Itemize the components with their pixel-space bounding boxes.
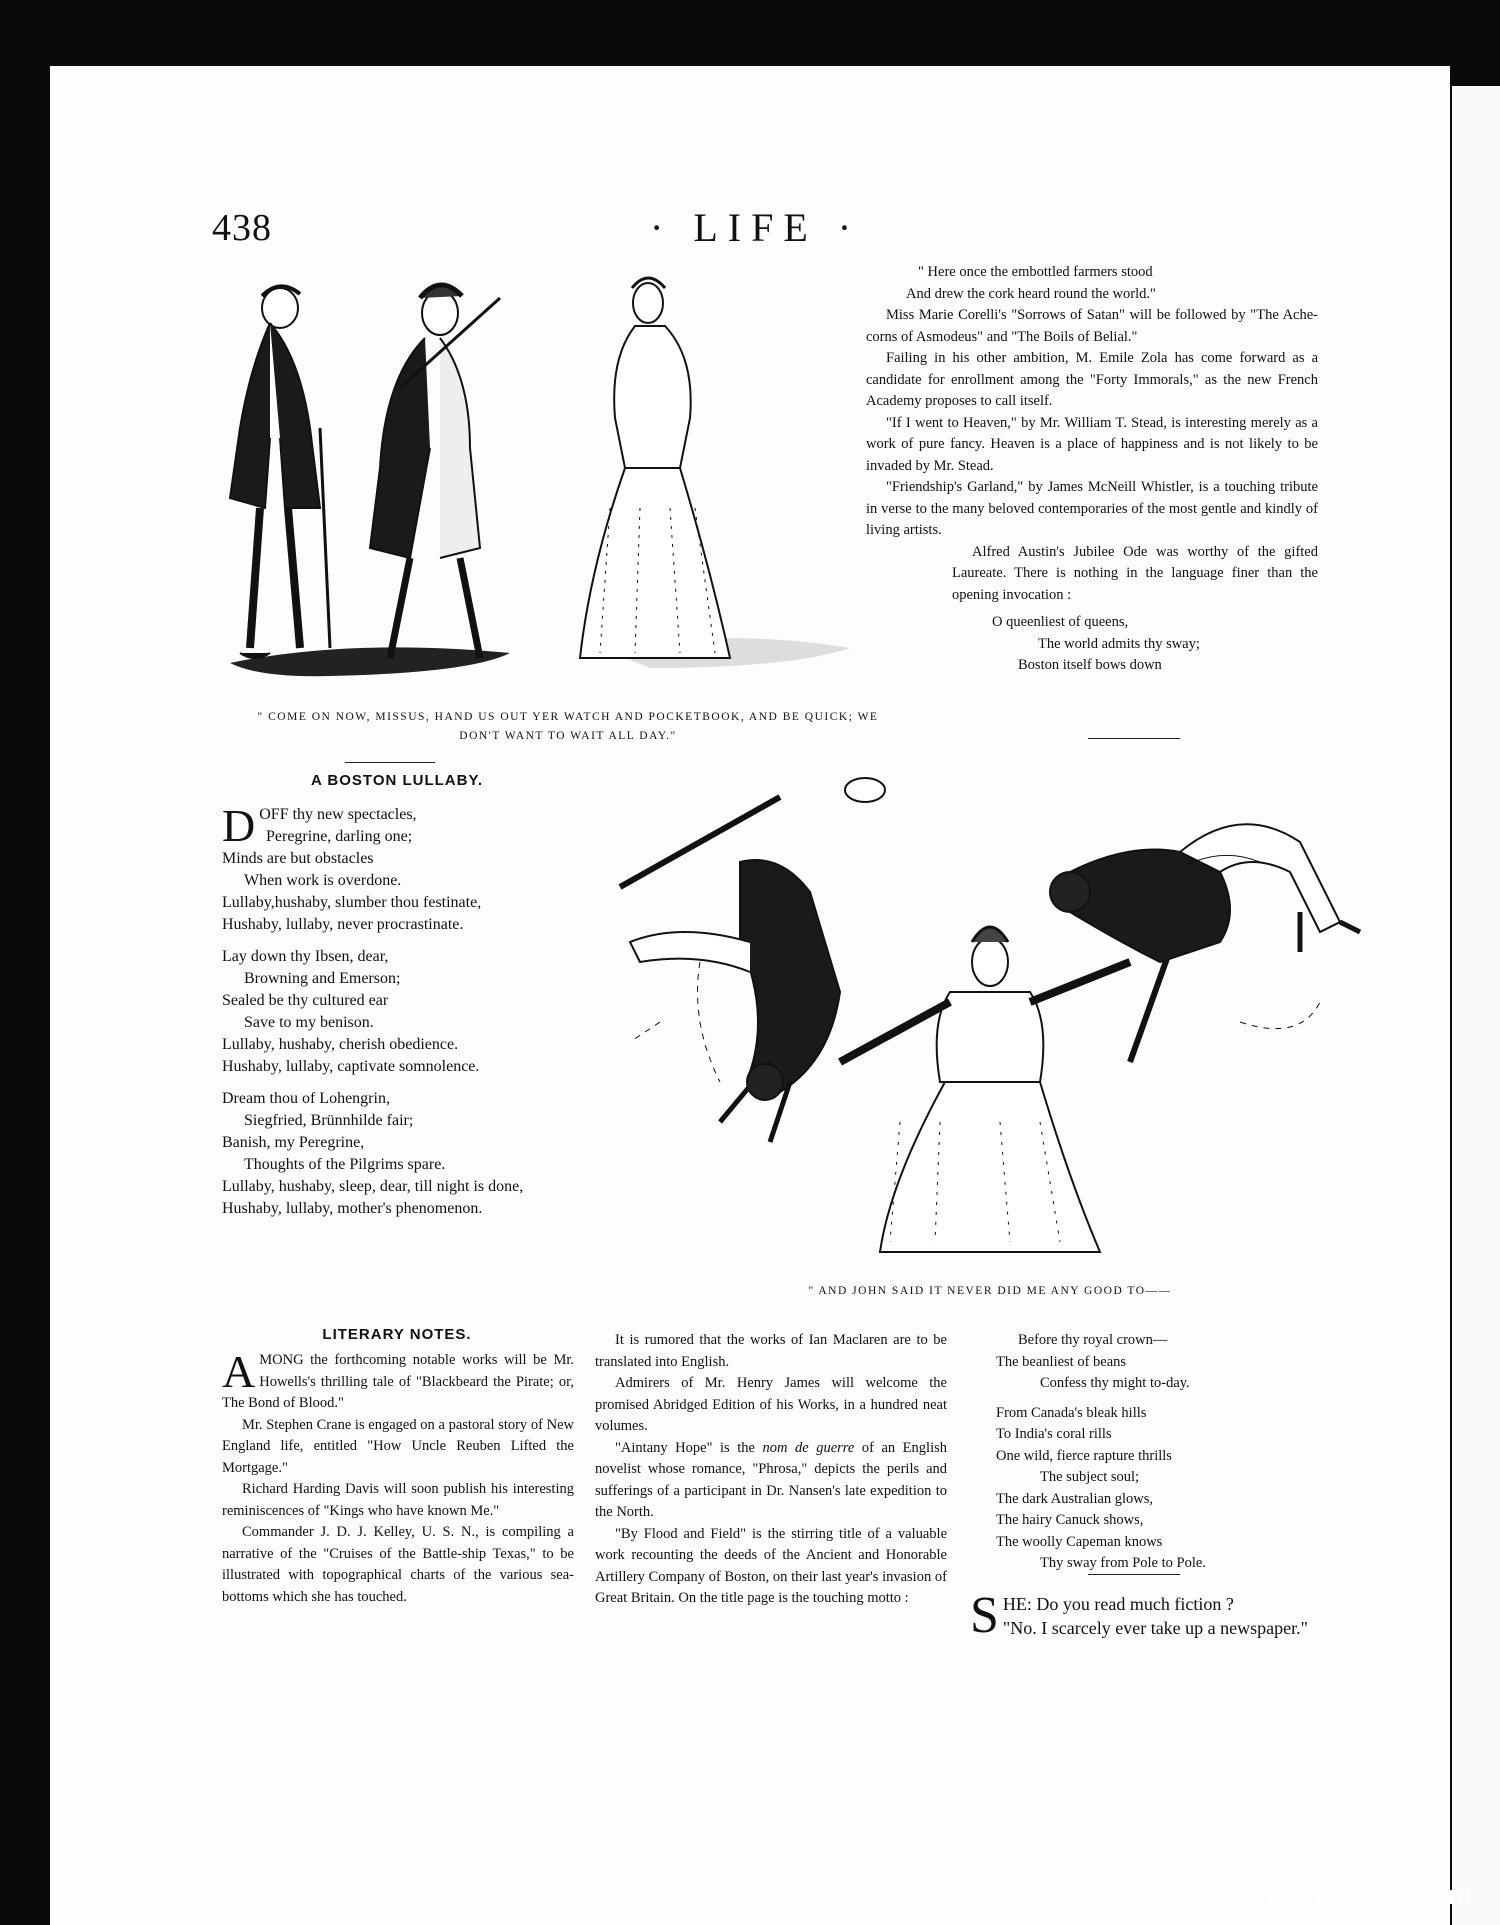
paragraph: "Aintany Hope" is the nom de guerre of an English novelist whose romance, "Phrosa," depicts the perils and sufferings of a participant in Dr. Nansen's late expedition to the North. — [595, 1439, 947, 1520]
poem-line: Sealed be thy cultured ear — [222, 992, 389, 1009]
ode-line: The world admits thy sway; — [1038, 635, 1200, 652]
paragraph: Richard Harding Davis will soon publish his interesting reminiscences of "Kings who have known Me." — [222, 1481, 574, 1519]
divider — [345, 762, 435, 763]
joke-line: HE: Do you read much fiction ? — [1002, 1594, 1234, 1614]
paragraph: It is rumored that the works of Ian Maclaren are to be translated into English. — [595, 1332, 947, 1370]
paragraph: Commander J. D. J. Kelley, U. S. N., is compiling a narrative of the "Cruises of the Battle-ship Texas," to be illustrated with topographical charts of the various sea-bottoms which she has touched. — [222, 1524, 574, 1605]
ode-line: Boston itself bows down — [1018, 657, 1162, 673]
top-illustration-caption: " COME ON NOW, MISSUS, HAND US OUT YER WATCH AND POCKETBOOK, AND BE QUICK; WE DON'T WANT TO WAIT ALL DAY." — [257, 711, 879, 742]
poem-line: To India's coral rills — [996, 1426, 1112, 1442]
poem-line: The beanliest of beans — [996, 1353, 1127, 1370]
lullaby-title: A BOSTON LULLABY. — [310, 772, 483, 789]
paragraph: Failing in his other ambition, M. Emile Zola has come forward as a candidate for enrollment among the "Forty Immorals," as the new French Academy proposes to call itself. — [866, 350, 1318, 409]
top-illustration — [170, 268, 870, 698]
poem-line: Hushaby, lullaby, captivate somnolence. — [222, 1058, 480, 1075]
middle-illustration — [600, 762, 1370, 1272]
ode-line: O queenliest of queens, — [992, 614, 1129, 630]
poem-line: Thy sway from Pole to Pole. — [1040, 1555, 1206, 1571]
poem-line: Save to my benison. — [244, 1014, 374, 1031]
poem-line: The subject soul; — [1040, 1469, 1140, 1485]
poem-line: From Canada's bleak hills — [996, 1404, 1147, 1421]
literary-notes-column: AMONG the forthcoming notable works will be Mr. Howells's thrilling tale of "Blackbeard the Pirate; or, The Bond of Blood." Mr. Stephen Crane is engaged on a pastoral story of New England life, entitled "How Uncle Reuben Lifted the Mortgage." Richard Harding Davis will soon publish his interesting reminiscences of "Kings who have known Me." Commander J. D. J. Kelley, U. S. N., is compiling a narrative of the "Cruises of the Battle-ship Texas," to be illustrated with topographical charts of the various sea-bottoms which she has touched. — [222, 1350, 574, 1608]
poem-line: Banish, my Peregrine, — [222, 1134, 365, 1151]
paragraph: "If I went to Heaven," by Mr. William T. Stead, is interesting merely as a work of pure fancy. Heaven is a place of happiness and is not likely to be invaded by Mr. Stead. — [866, 414, 1318, 474]
paragraph: "Friendship's Garland," by James McNeill Whistler, is a touching tribute in verse to the many beloved contemporaries of the most gentle and kindly of living artists. — [866, 479, 1318, 538]
poem-line: The hairy Canuck shows, — [996, 1512, 1144, 1528]
lullaby-poem: DOFF thy new spectacles, Peregrine, darling one; Minds are but obstacles When work is overdone. Lullaby,hushaby, slumber thou festinate, Hushaby, lullaby, never procrastinate. Lay down thy Ibsen, dear, Browning and Emerson; Sealed be thy cultured ear Save to my benison. Lullaby, hushaby, cherish obedience. Hushaby, lullaby, captivate somnolence. Dream thou of Lohengrin, Siegfried, Brünnhilde fair; Banish, my Peregrine, Thoughts of the Pilgrims spare. Lullaby, hushaby, sleep, dear, till night is done, Hushaby, lullaby, mother's phenomenon. — [222, 804, 572, 1230]
divider — [1088, 1574, 1180, 1575]
right-column-poem — [996, 1330, 1326, 1575]
joke-line: "No. I scarcely ever take up a newspaper." — [1002, 1618, 1308, 1638]
paragraph: Admirers of Mr. Henry James will welcome the promised Abridged Edition of his Works, in a hundred neat volumes. — [595, 1375, 947, 1434]
poem-line: The dark Australian glows, — [996, 1490, 1154, 1507]
poem-line: Lullaby,hushaby, slumber thou festinate, — [222, 894, 482, 911]
poem-line: Browning and Emerson; — [244, 970, 401, 987]
middle-column — [595, 1330, 947, 1610]
joke — [970, 1587, 1330, 1644]
poem-line: Lullaby, hushaby, sleep, dear, till night is done, — [222, 1178, 524, 1195]
poem-line: Dream thou of Lohengrin, — [222, 1090, 390, 1107]
poem-line: Thoughts of the Pilgrims spare. — [244, 1156, 446, 1173]
top-right-text — [866, 262, 1318, 677]
verse-line: And drew the cork heard round the world." — [906, 285, 1156, 302]
poem-line: One wild, fierce rapture thrills — [996, 1447, 1172, 1464]
poem-line: Siegfried, Brünnhilde fair; — [244, 1112, 414, 1129]
dropcap: S — [970, 1587, 999, 1644]
paragraph: Mr. Stephen Crane is engaged on a pastoral story of New England life, entitled "How Uncle Reuben Lifted the Mortgage." — [222, 1416, 574, 1476]
masthead-title: · LIFE · — [650, 205, 862, 250]
poem-line: When work is overdone. — [244, 872, 402, 889]
middle-illustration-caption: " AND JOHN SAID IT NEVER DID ME ANY GOOD TO—— — [808, 1285, 1172, 1297]
page-number: 438 — [212, 207, 272, 249]
poem-line: Lay down thy Ibsen, dear, — [222, 948, 389, 965]
poem-line: Hushaby, lullaby, never procrastinate. — [222, 916, 464, 933]
poem-line: Minds are but obstacles — [222, 850, 374, 867]
site-watermark: comicbooks.com — [1251, 1880, 1472, 1910]
paragraph: "By Flood and Field" is the stirring title of a valuable work recounting the deeds of the Ancient and Honorable Artillery Company of Boston, on their last year's invasion of Great Britain. On the title page is the touching motto : — [595, 1525, 947, 1606]
paragraph: Alfred Austin's Jubilee Ode was worthy of the gifted Laureate. There is nothing in the language finer than the opening invocation : — [952, 543, 1318, 603]
paragraph: Miss Marie Corelli's "Sorrows of Satan" will be followed by "The Ache-corns of Asmodeus" and "The Boils of Belial." — [866, 307, 1318, 345]
poem-line: The woolly Capeman knows — [996, 1533, 1163, 1550]
poem-line: Peregrine, darling one; — [266, 828, 413, 845]
poem-line: Confess thy might to-day. — [1040, 1375, 1190, 1391]
poem-line: Before thy royal crown— — [1018, 1332, 1168, 1348]
adjacent-page-edge — [1452, 86, 1500, 1925]
poem-line: Hushaby, lullaby, mother's phenomenon. — [222, 1200, 483, 1217]
verse-line: " Here once the embottled farmers stood — [918, 264, 1153, 280]
poem-line: Lullaby, hushaby, cherish obedience. — [222, 1036, 459, 1053]
dropcap: A — [222, 1346, 256, 1397]
dropcap: D — [222, 800, 256, 851]
literary-notes-title: LITERARY NOTES. — [322, 1326, 472, 1343]
divider — [1088, 738, 1180, 739]
